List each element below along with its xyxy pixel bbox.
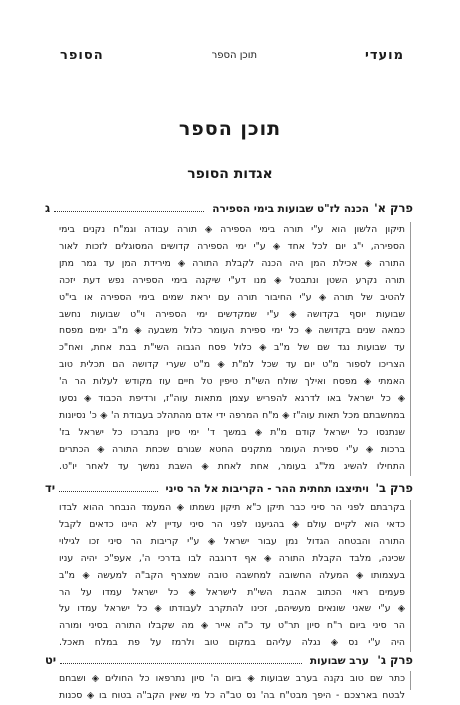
- summary-line: תיקון הלשון הוא ע"י תורה בימי הספירה ◈ תורה עבודה וגמ"ח נקנים בימי: [59, 224, 405, 235]
- summary-line: שנתנסו כל ישראל קודם מ"ת ◈ במשך ד' ימי סיון נתברכו כל ישראל בז': [59, 426, 405, 438]
- summary-line: פעמים ראוי הכתוב אהבת השי"ת לישראל ◈ כל ישראל עמדו על הר: [59, 586, 405, 598]
- chapter-title: הכנה לז"ט שבועות בימי הספירה: [212, 203, 369, 215]
- summary-line: עד שבועות נגד שם של מ"ב ◈ כלול פסח הגבוה השי"ת בבת אחת, ואח"כ: [59, 342, 405, 354]
- section-title: אגדות הסופר: [187, 166, 273, 182]
- summary-line: האמתי ◈ מפסח ואילך שולח השי"ת טיפין טל חיים עוז מקודש לעלות הר ה': [59, 376, 405, 388]
- summary-line: בעצמותו ◈ המעלה החשובה למחשבה טובה שמצרף הקב"ה למעשה ◈ מ"ב: [59, 569, 405, 581]
- chapter-page-number: ג: [45, 201, 51, 215]
- summary-line: הר סיני ביום ר"ח סיון תר"ט עד כ"ה אייר ◈ מה שקבלו התורה בסיני ומורה: [59, 620, 405, 632]
- summary-line: ברכות ◈ ע"י ספירת העומר מתקנים החטא שגורם שכחת התורה ◈ הכתרים: [59, 443, 405, 455]
- summary-line: ◈ כל ישראל באו לדרגא להפריש עצמן מתאות עוה"ז, ורדיפת הכבוד ◈ נסעו: [59, 393, 405, 405]
- chapter-label: פרק ג': [377, 653, 413, 667]
- chapter-heading-1[interactable]: [45, 201, 413, 217]
- summary-line: הצריכו לספור מ"ט יום עד שכל למ"ת ◈ מ"ט שערי קדושה הם תכלית טוב: [59, 359, 405, 371]
- leader-dots: [60, 655, 302, 664]
- summary-line: ◈ ע"י שאני שונאים מעשיהם, זכינו להתקרב לעבודתו ◈ כל ישראל עמדו על: [59, 603, 405, 615]
- leader-dots: [59, 483, 157, 492]
- summary-line: לבטח בארצכם - היפך מבט"ח בה' נס טב"ה כל מי שאין הקב"ה בטוח בו ◈ סכנות: [59, 689, 405, 701]
- chapter-title: ויתיצבו תחתית ההר - הקריבות אל הר סיני: [165, 483, 369, 495]
- chapter-label: פרק ב': [375, 481, 413, 495]
- summary-line: כמאה שנים בקדושה ◈ כל ימי ספירת העומר כלול משבעה ◈ מ"ב ימים מפסח: [59, 325, 405, 337]
- summary-line: להטיב של תורה ◈ ע"י החיבור תורה עם יראת שמים בימי הספירה או בי"ט: [59, 291, 405, 303]
- chapter-page-number: יד: [45, 481, 56, 495]
- chapter-page-number: יט: [45, 653, 57, 667]
- header-center: תוכן הספר: [211, 49, 258, 61]
- summary-line: הספירה, י"ג יום לכל אחד ◈ ע"י ימי הספירה קדושים המסוגלים לזכות לאור: [59, 240, 405, 252]
- running-header: [60, 45, 404, 65]
- leader-dots: [54, 203, 204, 212]
- header-right: מועדי: [365, 47, 404, 63]
- chapter-heading-2[interactable]: [45, 481, 413, 497]
- summary-line: במחשבתם מכל תאות עוה"ז ◈ מ"ח המרפה ידי אדם מהתהלכ בעבודת ה' ◈ כ' נסיונות: [59, 409, 405, 421]
- summary-line: שכינה, מלבד הקבלת התורה ◈ אף דרוגבה לבו בדרכי ה', אעפ"כ יהיה עניו: [59, 552, 405, 564]
- summary-line: שבועות יוסף בקדושה ◈ ע"י שמקדשים ימי הספירה וי"ט שבועות נחשב: [59, 308, 405, 320]
- summary-line: התחילו להשיג מל"ג בעומר, אחת לאחת ◈ השבת נמשך עד לאחר יו"ט.: [59, 460, 405, 472]
- summary-line: תורה נקרע השטן ונתבטל ◈ מנו דע"י שיקנה בימי הספירה נפש דעת יזכה: [59, 274, 405, 286]
- summary-line: התורה ◈ אכילת המן היה הכנה לקבלת התורה ◈ מירידת המן עד גמר מתן: [59, 257, 405, 269]
- summary-line: בקרבתם לפני הר סיני כבר תיקן כ"א תיקון נשמתו ◈ המעמד הנבחר ההוא לבדו: [59, 502, 405, 513]
- chapter-heading-3[interactable]: [45, 653, 413, 669]
- chapter-summary-2: [59, 500, 411, 652]
- chapter-label: פרק א': [374, 201, 413, 215]
- chapter-summary-1: [59, 222, 411, 476]
- chapter-summary-3: [59, 671, 411, 701]
- summary-line: היה ע"י נס ◈ נגלה עליהם במקום טוב ולרמז על פת במלח תאכל.: [59, 637, 405, 649]
- book-title: תוכן הספר: [178, 118, 282, 140]
- summary-line: התורה והבטחה הגדול נמן עבור ישראל ◈ ע"י קריבות הר סיני זכו לגילוי: [59, 535, 405, 547]
- summary-line: כדאי הוא לקיים עולם ◈ בהגיענו לפני הר סיני עדיין לא היינו כדאים לקבל: [59, 518, 405, 530]
- summary-line: כתר שם טוב נקנה בערב שבועות ◈ ביום ה' סיון נתרפאו כל החולים ◈ ושבחם: [59, 673, 405, 684]
- chapter-title: ערב שבועות: [309, 655, 369, 667]
- header-left: הסופר: [60, 47, 104, 63]
